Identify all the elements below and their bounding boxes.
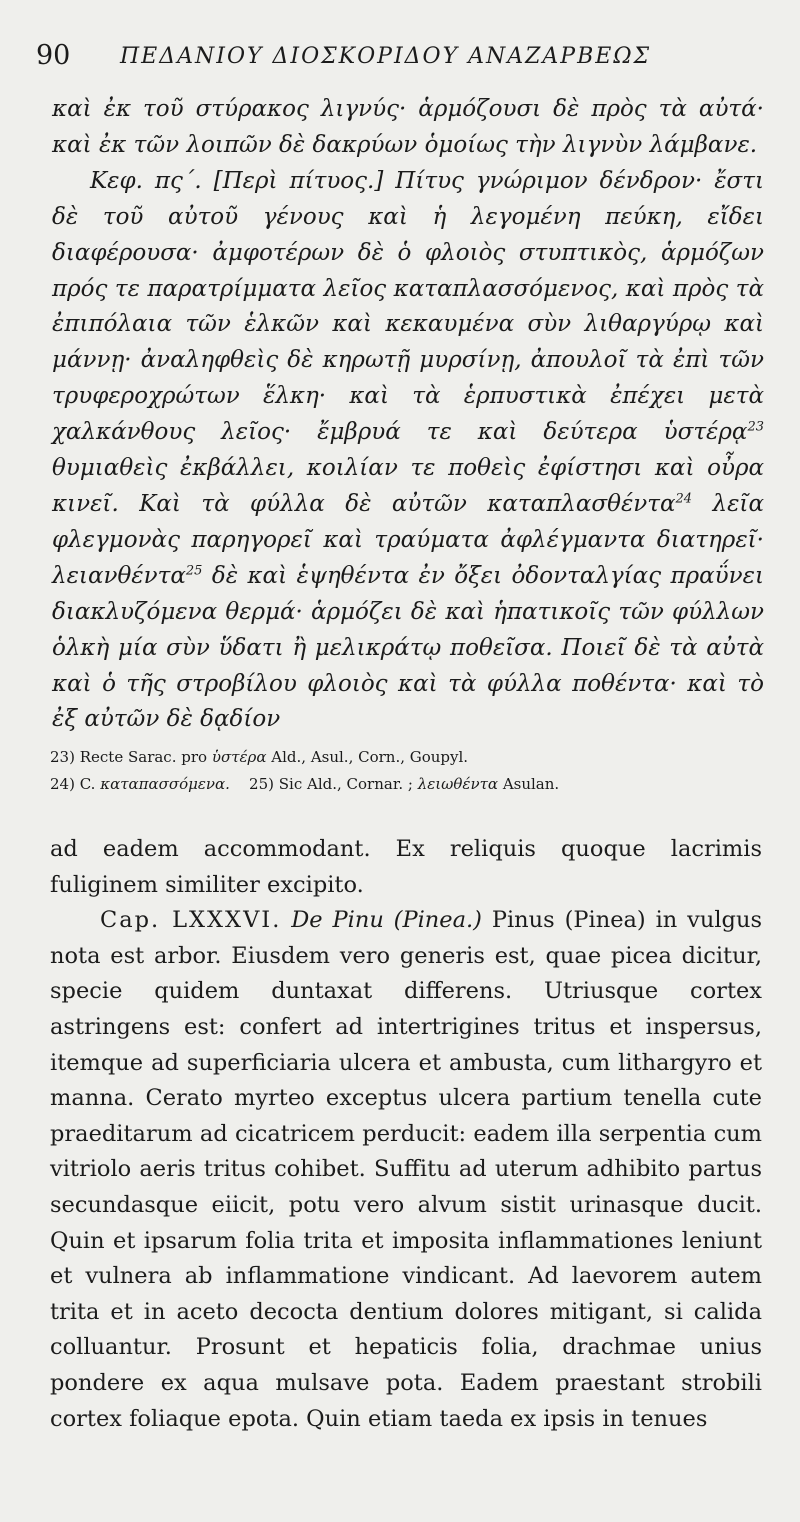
footnote-25-text-b: Asulan. [502,775,560,793]
greek-chapter-label: Κεφ. πς΄. [90,167,202,194]
page-header [36,38,776,78]
latin-paragraph-1: ad eadem accommodant. Ex reliquis quoque lacrimis fuliginem similiter excipito. [50,836,762,898]
footnote-23-number: 23) [50,748,75,766]
page-number: 90 [36,40,71,71]
greek-chapter-paragraph [52,164,764,739]
footnote-24-25 [50,771,770,798]
footnote-24-text: C. [79,775,96,793]
footnote-25-greek: λειωθέντα [417,775,499,793]
latin-body-text: Pinus (Pinea) in vulgus nota est arbor. Eiusdem vero generis est, quae picea dicitur, specie quidem duntaxat differens. Utriusque cortex astringens est: confert ad intertrigines tritus et inspersus, itemque ad superficiaria ulcera et ambusta, cum lithargyro et manna. Cerato myrteo exceptus ulcera partium tenella cute praeditarum ad cicatricem perducit: eadem illa serpentia cum vitriolo aeris tritus cohibet. Suffitu ad uterum adhibito partus secundasque eiicit, potu vero alvum sistit urinasque ducit. Quin et ipsarum folia trita et imposita inflammationes leniunt et vulnera ab inflammatione vindicant. Ad laevorem autem trita et in aceto decocta dentium dolores mitigant, si calida colluantur. Prosunt et hepaticis folia, drachmae unius pondere ex aqua mulsave pota. Eadem praestant strobili cortex foliaque epota. Quin etiam taeda ex ipsis in tenues [50,907,762,1432]
footnote-24-number: 24) [50,775,75,793]
footnote-25-text-a: Sic Ald., Cornar. ; [278,775,413,793]
footnote-23-text-a: Recte Sarac. pro [79,748,208,766]
greek-text-part-c: λεῖα φλεγμονὰς παρηγορεῖ καὶ τραύματα ἀφλέγμαντα διατηρεῖ· λειανθέντα [52,490,764,589]
greek-chapter-title: [Περὶ πίτυος.] [213,167,384,194]
greek-text-block [52,92,764,738]
footnote-23-greek: ὑστέρα [211,748,267,766]
footnote-23-text-b: Ald., Asul., Corn., Goupyl. [271,748,469,766]
footnotes [50,744,770,798]
footnote-24-greek: καταπασσόμενα. [100,775,230,793]
footnote-23 [50,744,770,771]
footnote-ref-23: 23 [747,419,764,435]
latin-chapter-title: De Pinu (Pinea.) [291,907,482,934]
greek-text-part-b: θυμιαθεὶς ἐκβάλλει, κοιλίαν τε ποθεὶς ἐφίστησι καὶ οὖρα κινεῖ. Καὶ τὰ φύλλα δὲ αὐτῶν καταπλασθέντα [52,455,764,517]
latin-chapter-label: Cap. LXXXVI. [100,907,282,934]
greek-paragraph-1: καὶ ἐκ τοῦ στύρακος λιγνύς· ἁρμόζουσι δὲ πρὸς τὰ αὐτά· καὶ ἐκ τῶν λοιπῶν δὲ δακρύων ὁμοίως τὴν λιγνὺν λάμβανε. [52,96,764,158]
latin-chapter-paragraph [50,903,762,1437]
greek-text-part-d: δὲ καὶ ἑψηθέντα ἐν ὄξει ὀδονταλγίας πραΰνει διακλυζόμενα θερμά· ἁρμόζει δὲ καὶ ἡπατικοῖς τῶν φύλλων ὁλκὴ μία σὺν ὕδατι ἢ μελικράτῳ ποθεῖσα. Ποιεῖ δὲ τὰ αὐτὰ καὶ ὁ τῆς στροβίλου φλοιὸς καὶ τὰ φύλλα ποθέντα· καὶ τὸ ἐξ αὐτῶν δὲ δᾳδίον [52,562,764,733]
footnote-ref-24: 24 [675,491,693,507]
footnote-ref-25: 25 [185,563,203,579]
latin-text-block [50,832,762,1437]
greek-text-part-a: Πίτυς γνώριμον δένδρον· ἔστι δὲ τοῦ αὐτοῦ γένους καὶ ἡ λεγομένη πεύκη, εἴδει διαφέρουσα· ἀμφοτέρων δὲ ὁ φλοιὸς στυπτικὸς, ἁρμόζων πρός τε παρατρίμματα λεῖος καταπλασσόμενος, καὶ πρὸς τὰ ἐπιπόλαια τῶν ἑλκῶν καὶ κεκαυμένα σὺν λιθαργύρῳ καὶ μάννῃ· ἀναληφθεὶς δὲ κηρωτῇ μυρσίνῃ, ἀπουλοῖ τὰ ἐπὶ τῶν τρυφεροχρώτων ἕλκη· καὶ τὰ ἑρπυστικὰ ἐπέχει μετὰ χαλκάνθους λεῖος· ἔμβρυά τε καὶ δεύτερα ὑστέρᾳ [52,167,764,446]
footnote-25-number: 25) [249,775,274,793]
running-title: ΠΕΔΑΝΙΟΥ ΔΙΟΣΚΟΡΙΔΟΥ ΑΝΑΖΑΡΒΕΩΣ [120,44,652,69]
